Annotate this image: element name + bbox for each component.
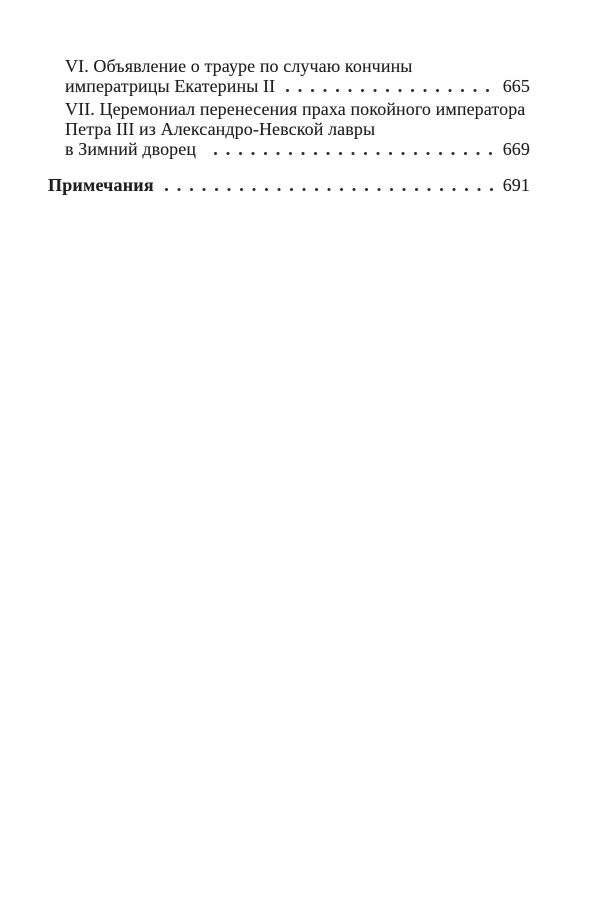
toc-entry-vi [65, 56, 530, 96]
toc-entry-vii-title-line-3: в Зимний дворец [65, 139, 197, 159]
toc-entry-vii [65, 99, 530, 159]
dot-leader [214, 152, 494, 155]
toc-entry-vi-title-line-1: VI. Объявление о трауре по случаю кончины [65, 56, 413, 76]
dot-leader [286, 89, 493, 92]
dot-leader [165, 188, 494, 191]
toc-notes-page-number: 691 [502, 175, 530, 195]
toc-entry-notes [48, 175, 530, 195]
toc-notes-label: Примечания [48, 175, 154, 195]
toc-entry-vi-title-line-2: императрицы Екатерины II [65, 76, 276, 96]
toc-entry-vii-title-line-1: VII. Церемониал перенесения праха покойного императора [65, 99, 526, 119]
toc-entry-vii-page-number: 669 [502, 139, 530, 159]
toc-entry-vi-page-number: 665 [502, 76, 530, 96]
table-of-contents [48, 56, 530, 195]
toc-entry-vii-title-line-2: Петра III из Александро-Невской лавры [65, 119, 376, 139]
